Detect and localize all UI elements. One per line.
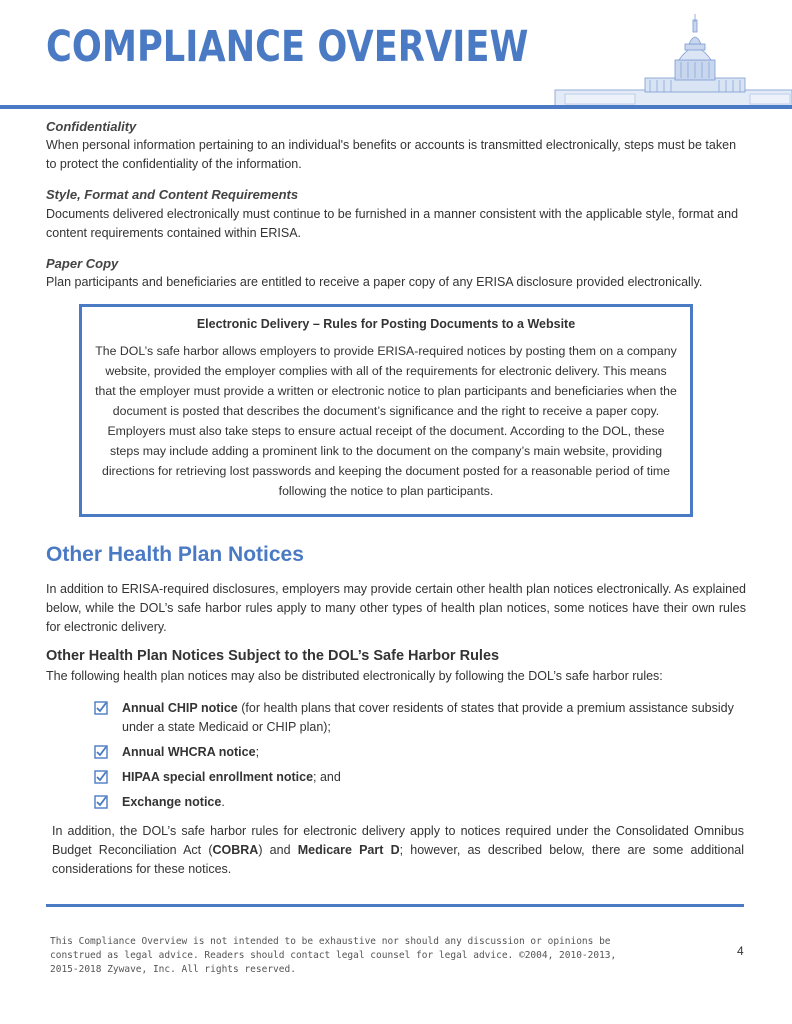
page-title: COMPLIANCE OVERVIEW (46, 22, 529, 72)
safe-harbor-subheading: Other Health Plan Notices Subject to the DOL’s Safe Harbor Rules (46, 648, 500, 664)
section-body-confidentiality: When personal information pertaining to an individual's benefits or accounts is transmitted electronically, steps must be taken to protect the confidentiality of the information. (46, 138, 737, 171)
closing-text-1: In addition, the DOL’s safe harbor rules for electronic delivery apply to notices required under the Consolidated Omnibus Budget Reconciliation Act ( (52, 824, 744, 857)
checkbox-checked-icon (94, 745, 108, 759)
list-item-bold: Exchange notice (122, 795, 222, 809)
footer-disclaimer: This Compliance Overview is not intended to be exhaustive nor should any discussion or opinions be construed as legal advice. Readers should contact legal counsel for legal advice. ©2004, 2010-2013, 2015-2018 Zywave, Inc. All rights reserved. (50, 936, 617, 975)
list-item-text: ; and (313, 770, 341, 784)
section-heading-confidentiality: Confidentiality (46, 119, 137, 134)
list-item-text: (for health plans that cover residents of states that provide a premium assistance subsidy under a state Medicaid or CHIP plan); (122, 701, 734, 734)
header-divider (0, 105, 792, 109)
section-body-paper-copy: Plan participants and beneficiaries are entitled to receive a paper copy of any ERISA disclosure provided electronically. (46, 275, 703, 289)
closing-paragraph (52, 822, 744, 879)
section-heading-style-format: Style, Format and Content Requirements (46, 187, 299, 202)
list-item-text: . (221, 795, 225, 809)
checkbox-checked-icon (94, 701, 108, 715)
list-item-text: ; (255, 745, 260, 759)
section-heading-paper-copy: Paper Copy (46, 256, 119, 271)
list-item-bold: HIPAA special enrollment notice (122, 770, 314, 784)
footer-divider (46, 904, 744, 907)
list-item-bold: Annual WHCRA notice (122, 745, 256, 759)
capitol-building-icon (545, 8, 792, 108)
callout-title: Electronic Delivery – Rules for Posting Documents to a Website (196, 317, 576, 331)
list-item-bold: Annual CHIP notice (122, 701, 238, 715)
other-notices-intro: In addition to ERISA-required disclosures, employers may provide certain other health plan notices electronically. As explained below, while the DOL’s safe harbor rules apply to many other types of health plan notices, some notices have their own rules for electronic delivery. (46, 582, 746, 634)
page-number: 4 (737, 944, 744, 958)
other-notices-heading: Other Health Plan Notices (46, 543, 304, 566)
safe-harbor-intro: The following health plan notices may also be distributed electronically by following the DOL’s safe harbor rules: (46, 669, 663, 683)
callout-box (79, 304, 693, 517)
checkbox-checked-icon (94, 795, 108, 809)
closing-bold-cobra: COBRA (212, 843, 259, 857)
callout-body: The DOL’s safe harbor allows employers to provide ERISA-required notices by posting them on a company website, provided the employer complies with all of the requirements for electronic delivery. This means that the employer must provide a written or electronic notice to plan participants and beneficiaries when the document is posted that describes the document’s significance and the right to receive a paper copy. Employers must also take steps to ensure actual receipt of the document. According to the DOL, these steps may include adding a prominent link to the document on the company’s main website, providing directions for retrieving lost passwords and keeping the document posted for a reasonable period of time following the notice to plan participants. (95, 344, 677, 498)
closing-text-3: ; however, as described below, there are some additional considerations for these notices. (52, 843, 744, 876)
checkbox-checked-icon (94, 770, 108, 784)
closing-text-2: ) and (258, 843, 298, 857)
closing-bold-medicare: Medicare Part D (297, 843, 400, 857)
section-body-style-format: Documents delivered electronically must continue to be furnished in a manner consistent with the applicable style, format and content requirements contained within ERISA. (46, 207, 739, 240)
